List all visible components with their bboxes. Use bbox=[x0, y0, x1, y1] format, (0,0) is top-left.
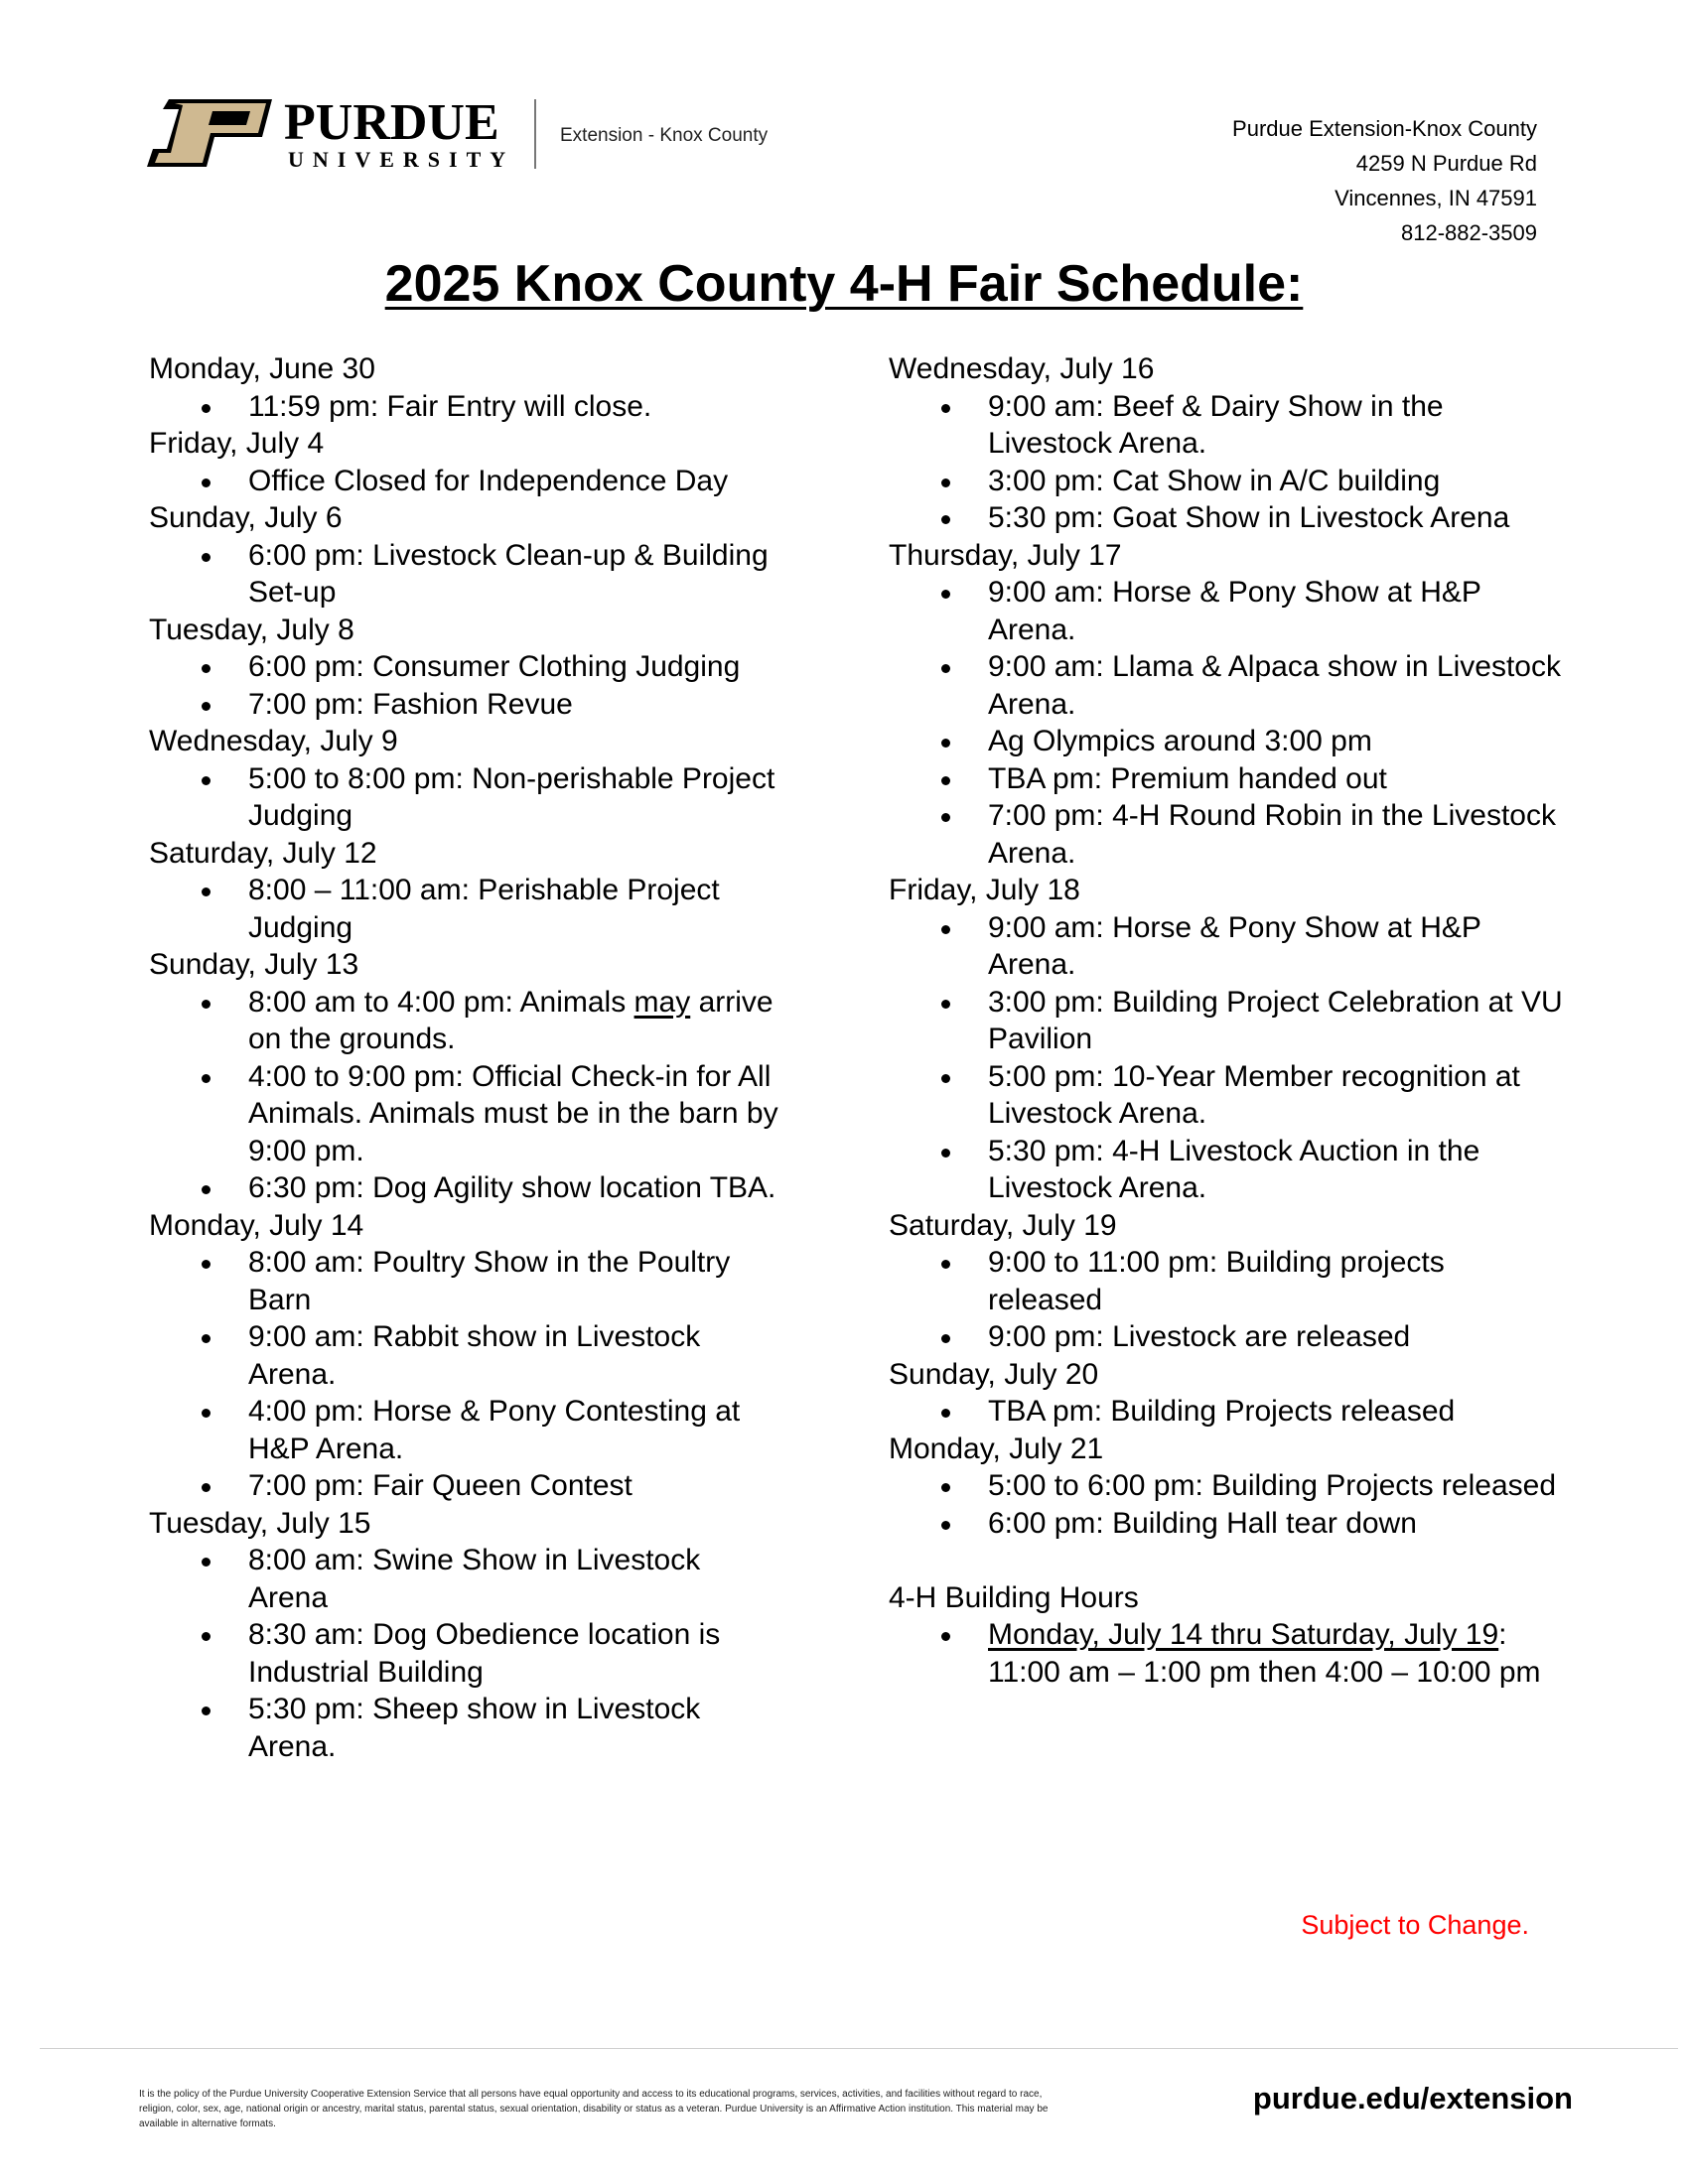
schedule-day-heading: Wednesday, July 16 bbox=[889, 352, 1155, 385]
schedule-day-heading: Friday, July 4 bbox=[149, 427, 325, 460]
schedule-day-heading: Thursday, July 17 bbox=[889, 538, 1122, 572]
event-text: 7:00 pm: Fair Queen Contest bbox=[248, 1469, 633, 1502]
schedule-day-heading: Saturday, July 19 bbox=[889, 1208, 1117, 1242]
event-text: Ag Olympics around 3:00 pm bbox=[988, 725, 1372, 757]
bullet-icon bbox=[941, 1409, 950, 1418]
office-address bbox=[1232, 111, 1537, 250]
event-text: 8:00 am: Swine Show in Livestock Arena bbox=[248, 1544, 701, 1614]
event-text: 9:00 to 11:00 pm: Building projects released bbox=[988, 1246, 1445, 1316]
schedule-day-heading: 4-H Building Hours bbox=[889, 1580, 1139, 1614]
bullet-icon bbox=[202, 1000, 211, 1009]
schedule-event-list bbox=[149, 872, 784, 946]
bullet-icon bbox=[941, 404, 950, 413]
schedule-event-item bbox=[889, 1393, 1564, 1431]
event-text: 6:00 pm: Building Hall tear down bbox=[988, 1506, 1417, 1540]
schedule-event-list bbox=[889, 909, 1564, 1207]
schedule-event-item bbox=[889, 1133, 1564, 1207]
schedule-event-list bbox=[889, 388, 1564, 537]
bullet-icon bbox=[202, 1334, 211, 1343]
bullet-icon bbox=[941, 1483, 950, 1492]
event-text: 4:00 pm: Horse & Pony Contesting at H&P Arena. bbox=[248, 1395, 741, 1465]
letterhead bbox=[147, 94, 1537, 246]
schedule-day-heading: Monday, July 14 bbox=[149, 1208, 364, 1242]
schedule-event-list bbox=[889, 1393, 1564, 1431]
bullet-icon bbox=[941, 1521, 950, 1530]
event-text: 3:00 pm: Building Project Celebration at VU Pavilion bbox=[988, 985, 1563, 1055]
bullet-icon bbox=[202, 1706, 211, 1715]
event-text: 9:00 am: Beef & Dairy Show in the Livestock Arena. bbox=[988, 389, 1444, 460]
bullet-icon bbox=[202, 702, 211, 711]
schedule-event-item bbox=[889, 1616, 1564, 1691]
logo-divider bbox=[534, 99, 536, 169]
logo-wordmark: PURDUE bbox=[284, 94, 499, 151]
event-text: 7:00 pm: Fashion Revue bbox=[248, 687, 573, 721]
schedule-event-item bbox=[149, 537, 784, 612]
bullet-icon bbox=[941, 739, 950, 748]
bullet-icon bbox=[941, 1149, 950, 1158]
event-text: 9:00 am: Horse & Pony Show at H&P Arena. bbox=[988, 576, 1481, 646]
purdue-logo bbox=[147, 94, 862, 177]
schedule-day-heading: Friday, July 18 bbox=[889, 874, 1080, 906]
schedule-event-list bbox=[889, 574, 1564, 872]
event-text: 9:00 am: Horse & Pony Show at H&P Arena. bbox=[988, 910, 1481, 981]
schedule-event-item bbox=[889, 574, 1564, 648]
schedule-day-heading: Wednesday, July 9 bbox=[149, 725, 398, 757]
address-line-3: Vincennes, IN 47591 bbox=[1335, 186, 1537, 210]
bullet-icon bbox=[941, 776, 950, 785]
event-text: 8:00 am: Poultry Show in the Poultry Barn bbox=[248, 1246, 731, 1316]
schedule-event-item bbox=[889, 1505, 1564, 1543]
schedule-event-item bbox=[889, 463, 1564, 500]
bullet-icon bbox=[202, 1483, 211, 1492]
bullet-icon bbox=[941, 925, 950, 934]
event-text: 9:00 pm: Livestock are released bbox=[988, 1320, 1411, 1353]
schedule-event-item bbox=[149, 1616, 784, 1691]
address-line-2: 4259 N Purdue Rd bbox=[1355, 151, 1537, 176]
section-spacer bbox=[889, 1542, 1564, 1579]
address-line-1: Purdue Extension-Knox County bbox=[1232, 116, 1537, 141]
schedule-day-heading: Sunday, July 6 bbox=[149, 501, 343, 534]
schedule-column-right bbox=[889, 350, 1564, 1691]
page-title bbox=[0, 254, 1688, 314]
bullet-icon bbox=[941, 1632, 950, 1641]
extension-label: Extension - Knox County bbox=[560, 125, 769, 146]
schedule-event-item bbox=[149, 1542, 784, 1616]
schedule-event-item bbox=[889, 499, 1564, 537]
schedule-event-list bbox=[149, 1542, 784, 1765]
schedule-event-item bbox=[149, 1691, 784, 1765]
event-text: 8:00 – 11:00 am: Perishable Project Judging bbox=[248, 874, 720, 944]
bullet-icon bbox=[202, 1185, 211, 1194]
subject-to-change-note: Subject to Change. bbox=[1301, 1910, 1529, 1940]
bullet-icon bbox=[202, 553, 211, 562]
event-text: 4:00 to 9:00 pm: Official Check-in for All Animals. Animals must be in the barn by 9:00 pm. bbox=[248, 1059, 778, 1167]
event-text: 9:00 am: Llama & Alpaca show in Livestock Arena. bbox=[988, 650, 1561, 721]
event-text: 5:30 pm: Goat Show in Livestock Arena bbox=[988, 501, 1510, 534]
schedule-event-item bbox=[149, 1244, 784, 1318]
schedule-event-item bbox=[149, 984, 784, 1058]
schedule-event-list bbox=[149, 463, 784, 500]
schedule-event-item bbox=[889, 1058, 1564, 1133]
schedule-event-item bbox=[149, 648, 784, 686]
schedule-event-item bbox=[889, 648, 1564, 723]
schedule-event-item bbox=[149, 760, 784, 835]
bullet-icon bbox=[941, 478, 950, 487]
event-text: 6:00 pm: Livestock Clean-up & Building Set-up bbox=[248, 538, 769, 609]
schedule-day-heading: Saturday, July 12 bbox=[149, 836, 377, 870]
event-text: 5:00 to 8:00 pm: Non-perishable Project Judging bbox=[248, 761, 775, 832]
address-phone: 812-882-3509 bbox=[1400, 220, 1537, 245]
schedule-column-left bbox=[149, 350, 784, 1765]
schedule-event-list bbox=[149, 648, 784, 723]
event-text: 8:00 am to 4:00 pm: Animals bbox=[248, 985, 634, 1019]
schedule-day-heading: Sunday, July 13 bbox=[149, 948, 359, 981]
purdue-p-logo-icon bbox=[147, 99, 276, 169]
schedule-event-item bbox=[149, 1393, 784, 1467]
event-text-underlined: Monday, July 14 thru Saturday, July 19 bbox=[988, 1618, 1499, 1651]
schedule-day-heading: Monday, June 30 bbox=[149, 352, 375, 385]
event-text-underlined: may bbox=[633, 985, 691, 1019]
bullet-icon bbox=[202, 1260, 211, 1269]
schedule-event-item bbox=[149, 686, 784, 724]
schedule-event-item bbox=[889, 909, 1564, 984]
schedule-event-item bbox=[149, 1169, 784, 1207]
schedule-event-item bbox=[889, 797, 1564, 872]
schedule-event-list bbox=[149, 984, 784, 1207]
bullet-icon bbox=[202, 404, 211, 413]
event-text: : 11:00 am – 1:00 pm then 4:00 – 10:00 pm bbox=[988, 1618, 1541, 1689]
schedule-event-item bbox=[149, 1058, 784, 1170]
schedule-event-item bbox=[889, 388, 1564, 463]
event-text: 9:00 am: Rabbit show in Livestock Arena. bbox=[248, 1320, 701, 1391]
event-text: 5:00 pm: 10-Year Member recognition at Livestock Arena. bbox=[988, 1059, 1520, 1130]
schedule-event-item bbox=[149, 388, 784, 426]
schedule-day-heading: Sunday, July 20 bbox=[889, 1357, 1099, 1391]
bullet-icon bbox=[202, 478, 211, 487]
event-text: 6:30 pm: Dog Agility show location TBA. bbox=[248, 1171, 776, 1204]
schedule-event-item bbox=[149, 1467, 784, 1505]
event-text: TBA pm: Building Projects released bbox=[988, 1395, 1456, 1428]
bullet-icon bbox=[202, 776, 211, 785]
bullet-icon bbox=[941, 515, 950, 524]
bullet-icon bbox=[941, 1334, 950, 1343]
schedule-event-list bbox=[889, 1467, 1564, 1542]
schedule-event-list bbox=[149, 537, 784, 612]
schedule-event-item bbox=[889, 1467, 1564, 1505]
bullet-icon bbox=[202, 1558, 211, 1567]
bullet-icon bbox=[941, 1000, 950, 1009]
event-text: 5:30 pm: 4-H Livestock Auction in the Livestock Arena. bbox=[988, 1134, 1480, 1204]
footer-divider bbox=[40, 2048, 1678, 2049]
bullet-icon bbox=[941, 664, 950, 673]
bullet-icon bbox=[202, 664, 211, 673]
schedule-event-item bbox=[889, 760, 1564, 798]
schedule-event-list bbox=[149, 760, 784, 835]
event-text: 5:30 pm: Sheep show in Livestock Arena. bbox=[248, 1693, 701, 1763]
schedule-event-item bbox=[889, 723, 1564, 760]
schedule-day-heading: Tuesday, July 8 bbox=[149, 613, 354, 646]
event-text: Office Closed for Independence Day bbox=[248, 464, 729, 497]
event-text: TBA pm: Premium handed out bbox=[988, 761, 1387, 795]
logo-subtitle: UNIVERSITY bbox=[288, 147, 515, 172]
bullet-icon bbox=[202, 887, 211, 896]
bullet-icon bbox=[202, 1632, 211, 1641]
event-text: 11:59 pm: Fair Entry will close. bbox=[248, 389, 652, 423]
bullet-icon bbox=[941, 1074, 950, 1083]
schedule-event-item bbox=[889, 1244, 1564, 1318]
schedule-event-list bbox=[149, 388, 784, 426]
event-text: 8:30 am: Dog Obedience location is Industrial Building bbox=[248, 1618, 721, 1689]
schedule-event-list bbox=[889, 1244, 1564, 1356]
event-text: 6:00 pm: Consumer Clothing Judging bbox=[248, 650, 741, 683]
schedule-event-list bbox=[889, 1616, 1564, 1691]
event-text: 3:00 pm: Cat Show in A/C building bbox=[988, 464, 1441, 497]
bullet-icon bbox=[941, 813, 950, 822]
schedule-event-item bbox=[149, 872, 784, 946]
schedule-day-heading: Monday, July 21 bbox=[889, 1432, 1104, 1465]
event-text: arrive on the grounds. bbox=[248, 985, 774, 1055]
bullet-icon bbox=[202, 1409, 211, 1418]
schedule-event-item bbox=[149, 463, 784, 500]
footer-website: purdue.edu/extension bbox=[1252, 2081, 1573, 2116]
bullet-icon bbox=[202, 1074, 211, 1083]
schedule-event-item bbox=[149, 1318, 784, 1393]
footer-disclaimer: It is the policy of the Purdue University Cooperative Extension Service that all persons have equal opportunity and access to its educational programs, services, activities, and facilities without regard to race, religion, color, sex, age, national origin or ancestry, marital status, parental status, sexual orientation, disability or status as a veteran. Purdue University is an Affirmative Action institution. This material may be available in alternative formats. bbox=[139, 2089, 1049, 2129]
schedule-event-item bbox=[889, 984, 1564, 1058]
schedule-day-heading: Tuesday, July 15 bbox=[149, 1506, 371, 1540]
event-text: 7:00 pm: 4-H Round Robin in the Livestock Arena. bbox=[988, 799, 1556, 870]
bullet-icon bbox=[941, 590, 950, 599]
page-title-text: 2025 Knox County 4-H Fair Schedule: bbox=[384, 255, 1304, 313]
bullet-icon bbox=[941, 1260, 950, 1269]
schedule-event-list bbox=[149, 1244, 784, 1505]
event-text: 5:00 to 6:00 pm: Building Projects released bbox=[988, 1469, 1557, 1502]
schedule-event-item bbox=[889, 1318, 1564, 1356]
